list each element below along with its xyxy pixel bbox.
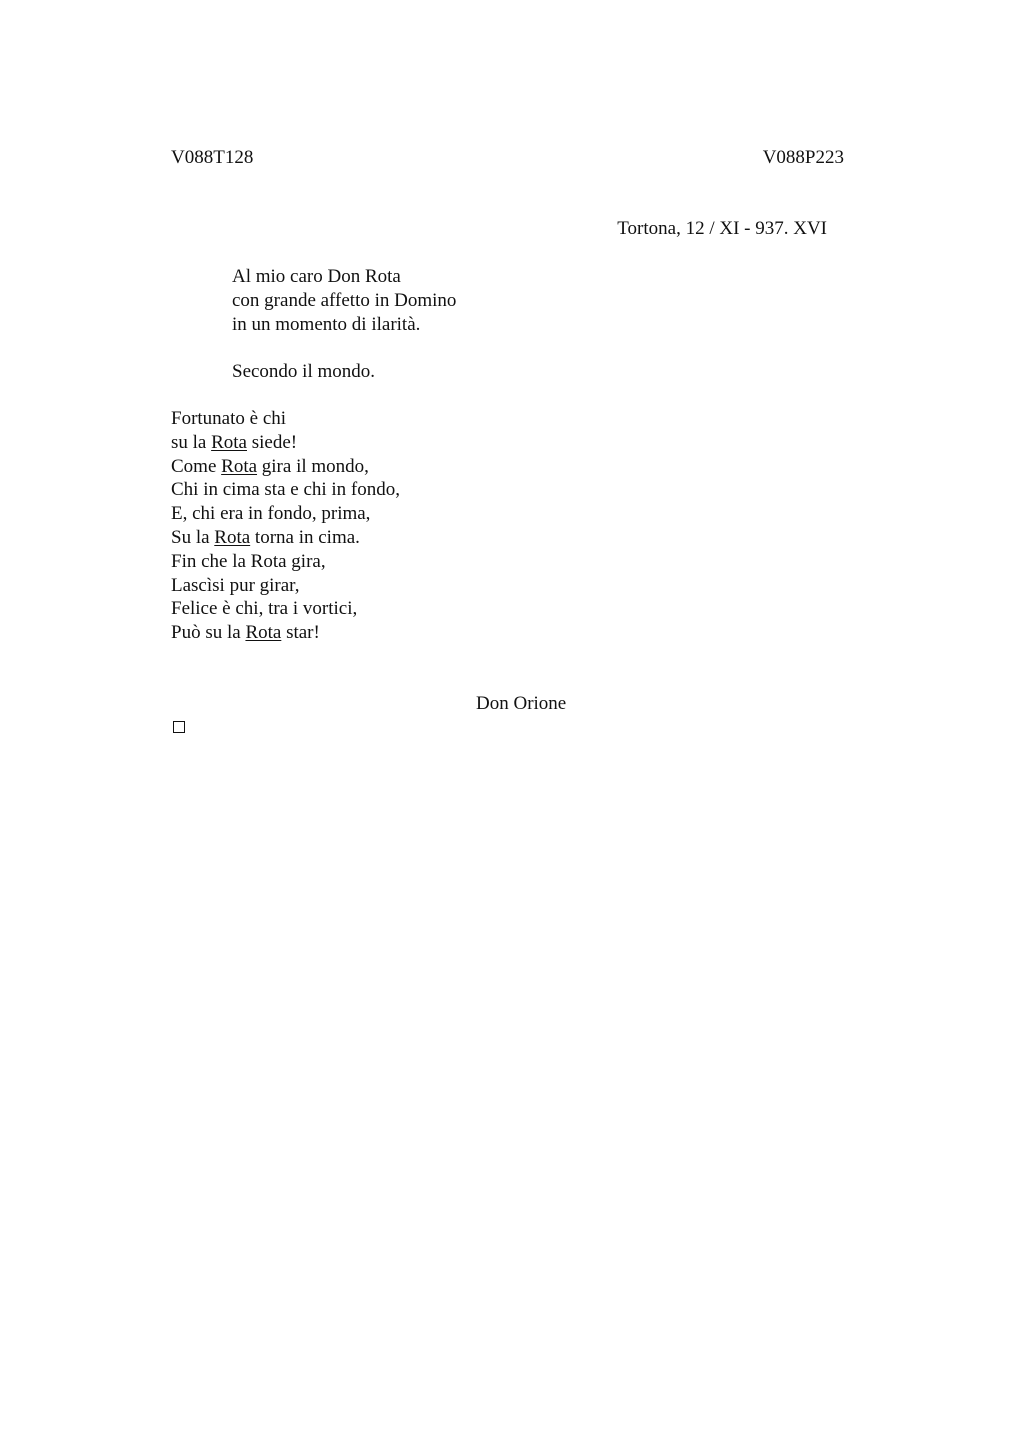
poem-line [171,597,400,621]
header-left-reference: V088T128 [171,147,254,168]
poem-text: Fin che la Rota gira, [171,550,326,572]
poem-line [171,621,400,645]
poem-text: Chi in cima sta e chi in fondo, [171,479,401,501]
poem-text: star! [281,622,320,644]
poem-text: torna in cima. [250,526,360,548]
poem-line [171,526,400,550]
poem-underlined-word: Rota [221,455,258,477]
poem-line [171,455,400,479]
poem-line [171,502,400,526]
poem-text: Felice è chi, tra i vortici, [171,598,358,620]
checkbox[interactable] [173,721,185,733]
poem-text: Come [171,455,222,477]
poem-line [171,574,400,598]
poem-line [171,431,400,455]
poem-line [171,407,400,431]
header-right-reference: V088P223 [762,147,844,168]
poem-text: siede! [247,431,298,453]
poem-text: gira il mondo, [257,455,369,477]
poem-text: E, chi era in fondo, prima, [171,503,371,525]
dedication-line: in un momento di ilarità. [232,313,421,335]
poem-line [171,550,400,574]
poem-underlined-word: Rota [245,622,282,644]
poem-text: su la [171,431,212,453]
poem [171,407,400,645]
signature: Don Orione [476,693,567,714]
poem-text: Può su la [171,622,246,644]
poem-subtitle: Secondo il mondo. [232,361,376,382]
poem-underlined-word: Rota [214,526,251,548]
dedication [232,265,456,336]
poem-line [171,478,400,502]
date-line: Tortona, 12 / XI - 937. XVI [617,218,827,239]
dedication-line: con grande affetto in Domino [232,289,457,311]
poem-text: Su la [171,526,215,548]
poem-text: Lascìsi pur girar, [171,574,300,596]
poem-underlined-word: Rota [211,431,247,453]
poem-text: Fortunato è chi [171,408,287,429]
dedication-line: Al mio caro Don Rota [232,266,401,287]
